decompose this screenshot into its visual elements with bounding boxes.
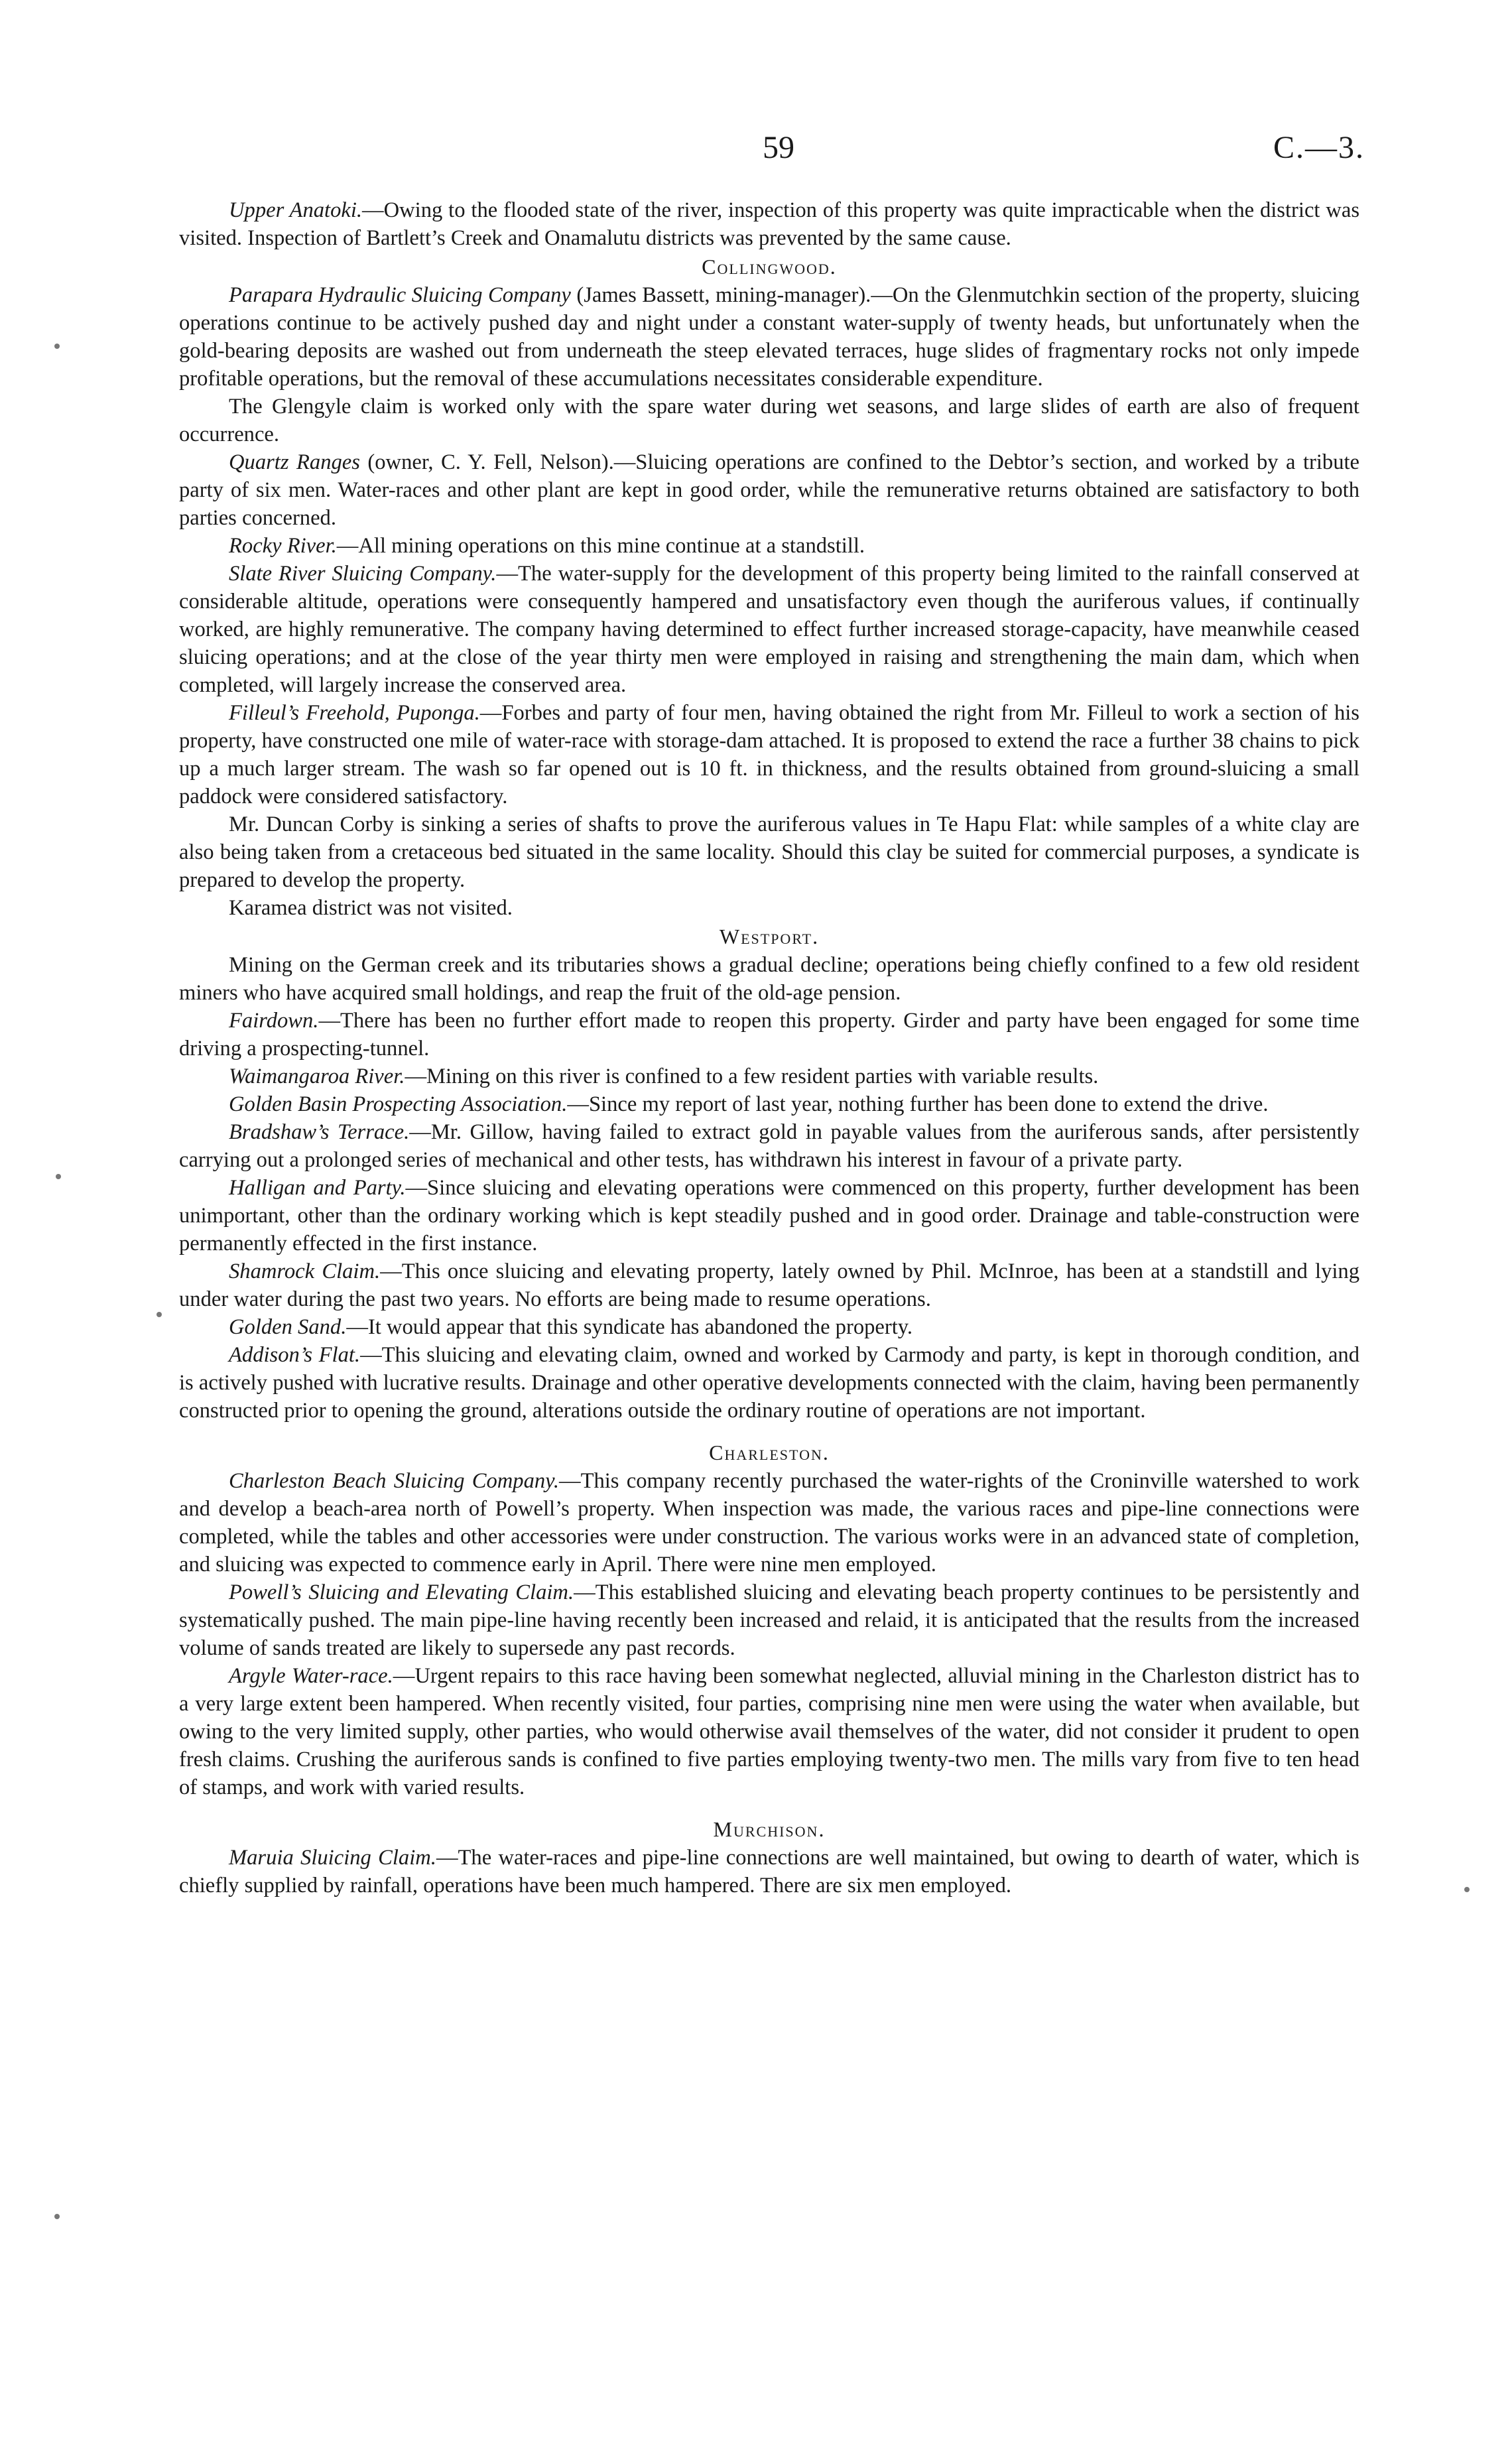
- document-reference: C.—3.: [1273, 130, 1365, 165]
- paragraph-lead: Charleston Beach Sluicing Company.: [229, 1469, 559, 1493]
- paragraph-lead: Maruia Sluicing Claim.: [229, 1846, 436, 1870]
- section-heading-collingwood: Collingwood.: [702, 255, 837, 279]
- paragraph: [179, 1313, 1359, 1341]
- paragraph-text: —The water-supply for the development of this property being limited to the rainfall conserved at considerable altitude, operations were consequently hampered and unsatisfactory even though the auriferous values, if continually worked, are highly remunerative. The company having determined to effect further increased storage-capacity, have meanwhile ceased sluicing operations; and at the close of the year thirty men were employed in raising and strengthening the main dam, which when completed, will largely increase the conserved area.: [179, 562, 1359, 697]
- paragraph-lead: Addison’s Flat.: [229, 1343, 361, 1367]
- paragraph: [179, 810, 1359, 894]
- paragraph: [179, 1090, 1359, 1118]
- margin-mark: [157, 1312, 162, 1317]
- paragraph-lead: Slate River Sluicing Company.: [229, 562, 497, 586]
- paragraph: [179, 196, 1359, 252]
- paragraph-text: —This company recently purchased the water-rights of the Croninville watershed to work and develop a beach-area north of Powell’s property. When inspection was made, the various races and pipe-line connections were completed, while the tables and other accessories were under construction. The various works were in an advanced state of completion, and sluicing was expected to commence early in April. There were nine men employed.: [179, 1469, 1360, 1576]
- paragraph: [179, 1341, 1359, 1425]
- paragraph: [179, 393, 1359, 448]
- paragraph: [179, 1062, 1359, 1090]
- paragraph-text: —It would appear that this syndicate has abandoned the property.: [346, 1315, 913, 1339]
- paragraph-lead: Shamrock Claim.: [229, 1259, 381, 1283]
- margin-mark: [54, 344, 60, 349]
- paragraph-lead: Parapara Hydraulic Sluicing Company: [229, 283, 571, 307]
- paragraph-lead: Bradshaw’s Terrace.: [229, 1120, 410, 1144]
- paragraph-lead: Quartz Ranges: [229, 450, 360, 474]
- paragraph-text: Mining on the German creek and its tributaries shows a gradual decline; operations being chiefly confined to a few old resident miners who have acquired small holdings, and reap the fruit of the old-age pension.: [179, 953, 1359, 1005]
- paragraph-text: —The water-races and pipe-line connections are well maintained, but owing to dearth of water, which is chiefly supplied by rainfall, operations have been much hampered. There are six men employed.: [179, 1846, 1359, 1897]
- paragraph-lead: Upper Anatoki.: [229, 198, 363, 222]
- paragraph-text: (owner, C. Y. Fell, Nelson).—Sluicing operations are confined to the Debtor’s section, and worked by a tribute party of six men. Water-races and other plant are kept in good order, while the remunerative returns obtained are satisfactory to both parties concerned.: [179, 450, 1360, 530]
- paragraph-text: —This sluicing and elevating claim, owned and worked by Carmody and party, is kept in thorough condition, and is actively pushed with lucrative results. Drainage and other operative developments connected with the claim, having been permanently constructed prior to opening the ground, alterations outside the ordinary routine of operations are not important.: [179, 1343, 1359, 1423]
- paragraph: [179, 951, 1359, 1007]
- paragraph-text: —Since my report of last year, nothing further has been done to extend the drive.: [567, 1092, 1269, 1116]
- paragraph-text: —Forbes and party of four men, having obtained the right from Mr. Filleul to work a section of his property, have constructed one mile of water-race with storage-dam attached. It is proposed to extend the race a further 38 chains to pick up a much larger stream. The wash so far opened out is 10 ft. in thickness, and the results obtained from ground-sluicing a small paddock were considered satisfactory.: [179, 701, 1359, 808]
- paragraph: [179, 1007, 1359, 1062]
- paragraph-text: —All mining operations on this mine continue at a standstill.: [336, 534, 865, 558]
- paragraph: [179, 532, 1359, 560]
- paragraph-text: —This established sluicing and elevating beach property continues to be persistently and systematically pushed. The main pipe-line having recently been increased and relaid, it is anticipated that the results from the increased volume of sands treated are likely to supersede any past records.: [179, 1580, 1359, 1660]
- paragraph-text: —Mr. Gillow, having failed to extract gold in payable values from the auriferous sands, after persistently carrying out a prolonged series of mechanical and other tests, has withdrawn his interest in favour of a private party.: [179, 1120, 1359, 1172]
- paragraph: [179, 281, 1359, 393]
- paragraph-text: (James Bassett, mining-manager).—On the Glenmutchkin section of the property, sluicing operations continue to be actively pushed day and night under a constant water-supply of twenty heads, but unfortunately when the gold-bearing deposits are washed out from underneath the steep elevated terraces, huge slides of fragmentary rocks not only impede profitable operations, but the removal of these accumulations necessitates considerable expenditure.: [179, 283, 1360, 391]
- paragraph-text: —Urgent repairs to this race having been somewhat neglected, alluvial mining in the Charleston district has to a very large extent been hampered. When recently visited, four parties, comprising nine men were using the water when available, but owing to the very limited supply, other parties, who would otherwise avail themselves of the water, did not consider it prudent to open fresh claims. Crushing the auriferous sands is confined to five parties employing twenty-two men. The mills vary from five to ten head of stamps, and work with varied results.: [179, 1664, 1359, 1799]
- paragraph-lead: Halligan and Party.: [229, 1176, 406, 1200]
- paragraph: [179, 448, 1359, 532]
- margin-mark: [1464, 1887, 1470, 1892]
- paragraph-lead: Fairdown.: [229, 1009, 319, 1033]
- paragraph: [179, 1578, 1359, 1662]
- section-heading-westport: Westport.: [719, 925, 820, 948]
- paragraph-text: —This once sluicing and elevating property, lately owned by Phil. McInroe, has been at a standstill and lying under water during the past two years. No efforts are being made to resume operations.: [179, 1259, 1360, 1311]
- page-number: 59: [763, 130, 794, 165]
- paragraph: [179, 560, 1359, 699]
- paragraph: [179, 1118, 1359, 1174]
- paragraph-lead: Golden Sand.: [229, 1315, 347, 1339]
- paragraph-lead: Argyle Water-race.: [229, 1664, 393, 1688]
- paragraph-text: —Mining on this river is confined to a few resident parties with variable results.: [405, 1064, 1099, 1088]
- section-heading-charleston: Charleston.: [709, 1441, 830, 1464]
- paragraph: [179, 1662, 1359, 1801]
- margin-mark: [56, 1174, 61, 1179]
- paragraph: [179, 699, 1359, 810]
- paragraph-text: Karamea district was not visited.: [229, 896, 513, 920]
- paragraph: [179, 1467, 1359, 1578]
- paragraph-text: —Since sluicing and elevating operations were commenced on this property, further development has been unimportant, other than the ordinary working which is kept steadily pushed and in good order. Drainage and table-construction were permanently effected in the first instance.: [179, 1176, 1360, 1255]
- paragraph-lead: Golden Basin Prospecting Association.: [229, 1092, 568, 1116]
- section-heading-murchison: Murchison.: [713, 1817, 826, 1841]
- paragraph: [179, 1257, 1359, 1313]
- paragraph: [179, 1174, 1359, 1257]
- document-body: [179, 196, 1359, 1899]
- paragraph-text: —There has been no further effort made to reopen this property. Girder and party have been engaged for some time driving a prospecting-tunnel.: [179, 1009, 1359, 1061]
- paragraph-lead: Powell’s Sluicing and Elevating Claim.: [229, 1580, 574, 1604]
- paragraph: [179, 894, 1359, 922]
- paragraph: [179, 1844, 1359, 1899]
- paragraph-text: —Owing to the flooded state of the river, inspection of this property was quite impracticable when the district was visited. Inspection of Bartlett’s Creek and Onamalutu districts was prevented by the same cause.: [179, 198, 1360, 250]
- margin-mark: [54, 2214, 60, 2219]
- paragraph-lead: Filleul’s Freehold, Puponga.: [229, 701, 480, 725]
- paragraph-text: The Glengyle claim is worked only with the spare water during wet seasons, and large slides of earth are also of frequent occurrence.: [179, 395, 1359, 446]
- paragraph-lead: Rocky River.: [229, 534, 337, 558]
- paragraph-lead: Waimangaroa River.: [229, 1064, 405, 1088]
- paragraph-text: Mr. Duncan Corby is sinking a series of shafts to prove the auriferous values in Te Hapu Flat: while samples of a white clay are also being taken from a cretaceous bed situated in the same locality. Should this clay be suited for commercial purposes, a syndicate is prepared to develop the property.: [179, 812, 1359, 892]
